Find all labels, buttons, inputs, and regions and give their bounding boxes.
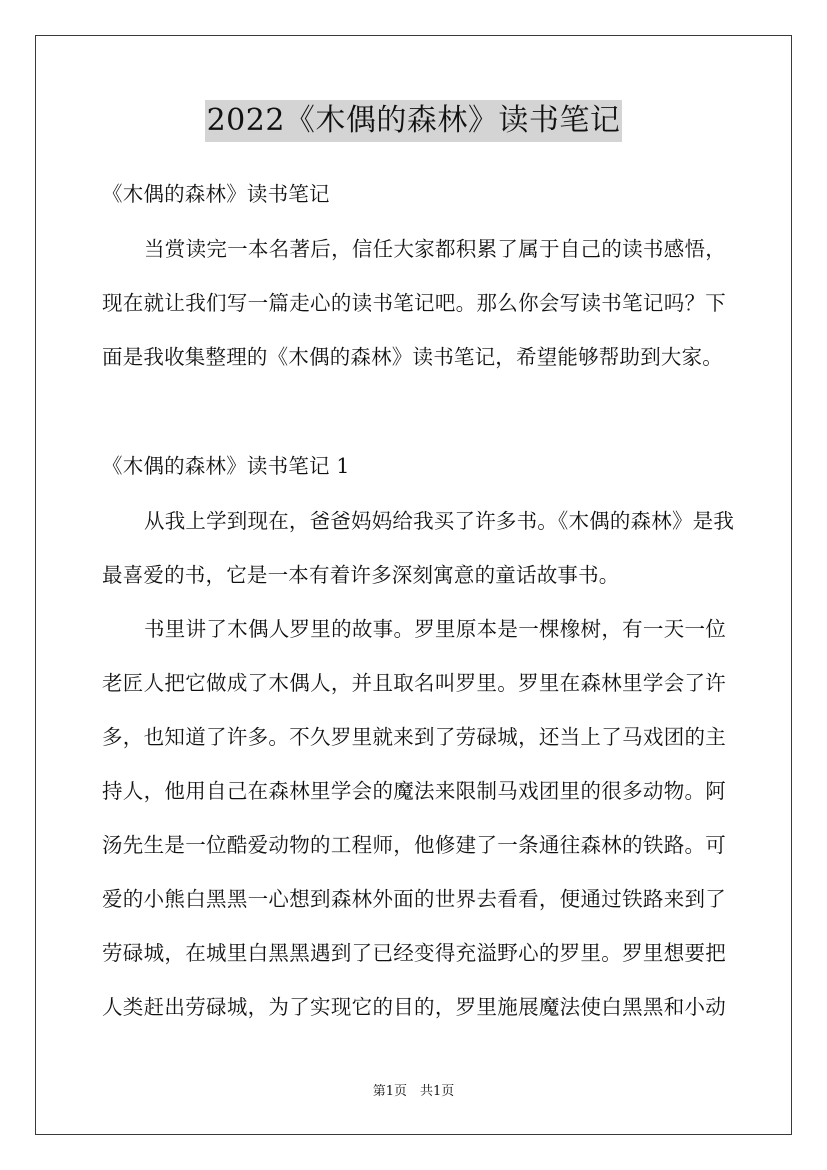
para2-line-1: 书里讲了木偶人罗里的故事。罗里原本是一棵橡树，有一天一位	[144, 617, 726, 641]
para2-line-6: 爱的小熊白黑黑一心想到森林外面的世界去看看，便通过铁路来到了	[102, 887, 726, 911]
document-subtitle: 《木偶的森林》读书笔记	[102, 182, 330, 206]
document-title: 2022《木偶的森林》读书笔记	[205, 100, 623, 142]
para2-line-8: 人类赶出劳碌城，为了实现它的目的，罗里施展魔法使白黑黑和小动	[102, 995, 726, 1019]
para2-line-4: 持人，他用自己在森林里学会的魔法来限制马戏团里的很多动物。阿	[102, 779, 726, 803]
para2-line-7: 劳碌城，在城里白黑黑遇到了已经变得充溢野心的罗里。罗里想要把	[102, 941, 726, 965]
para1-line-2: 最喜爱的书，它是一本有着许多深刻寓意的童话故事书。	[102, 563, 620, 587]
para2-line-5: 汤先生是一位酷爱动物的工程师，他修建了一条通往森林的铁路。可	[102, 833, 726, 857]
intro-line-2: 现在就让我们写一篇走心的读书笔记吧。那么你会写读书笔记吗？下	[102, 291, 726, 315]
para1-line-1: 从我上学到现在，爸爸妈妈给我买了许多书。《木偶的森林》是我	[144, 509, 735, 533]
title-container	[0, 100, 827, 142]
para2-line-2: 老匠人把它做成了木偶人，并且取名叫罗里。罗里在森林里学会了许	[102, 671, 726, 695]
section-heading: 《木偶的森林》读书笔记 1	[102, 454, 350, 478]
para2-line-3: 多，也知道了许多。不久罗里就来到了劳碌城，还当上了马戏团的主	[102, 725, 726, 749]
intro-line-1: 当赏读完一本名著后，信任大家都积累了属于自己的读书感悟，	[144, 237, 726, 261]
intro-line-3: 面是我收集整理的《木偶的森林》读书笔记，希望能够帮助到大家。	[102, 345, 723, 369]
page-footer: 第1页 共1页	[372, 1084, 455, 1099]
